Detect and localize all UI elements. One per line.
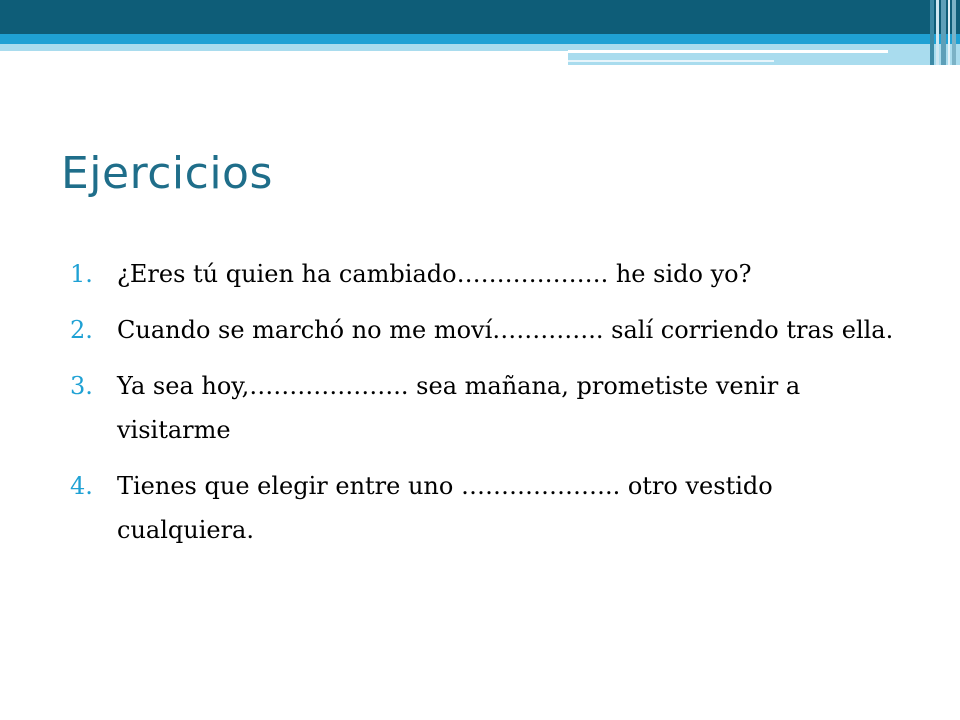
slide-title: Ejercicios xyxy=(61,148,273,199)
header-bar-accent xyxy=(0,34,960,44)
header-divider-line xyxy=(568,50,888,53)
header-stripe xyxy=(936,0,939,65)
item-text: Tienes que elegir entre uno ……………….. otro vestido cualquiera. xyxy=(117,472,773,544)
item-text: Cuando se marchó no me moví………….. salí corriendo tras ella. xyxy=(117,316,894,344)
header-stripe xyxy=(930,0,934,65)
header-stripe xyxy=(948,0,950,65)
item-number: 2. xyxy=(70,316,93,344)
exercise-list xyxy=(70,252,910,564)
item-number: 3. xyxy=(70,372,93,400)
item-number: 1. xyxy=(70,260,93,288)
item-text: Ya sea hoy,……………….. sea mañana, prometiste venir a visitarme xyxy=(117,372,801,444)
header-bar-dark xyxy=(0,0,960,34)
item-number: 4. xyxy=(70,472,93,500)
list-item xyxy=(70,464,910,552)
header-divider-line-thin xyxy=(568,60,774,62)
list-item xyxy=(70,252,910,296)
header-stripe xyxy=(952,0,956,65)
header-stripe xyxy=(941,0,946,65)
item-text: ¿Eres tú quien ha cambiado………………. he sido yo? xyxy=(117,260,752,288)
header-bar-light-left xyxy=(0,44,568,51)
list-item xyxy=(70,364,910,452)
list-item xyxy=(70,308,910,352)
